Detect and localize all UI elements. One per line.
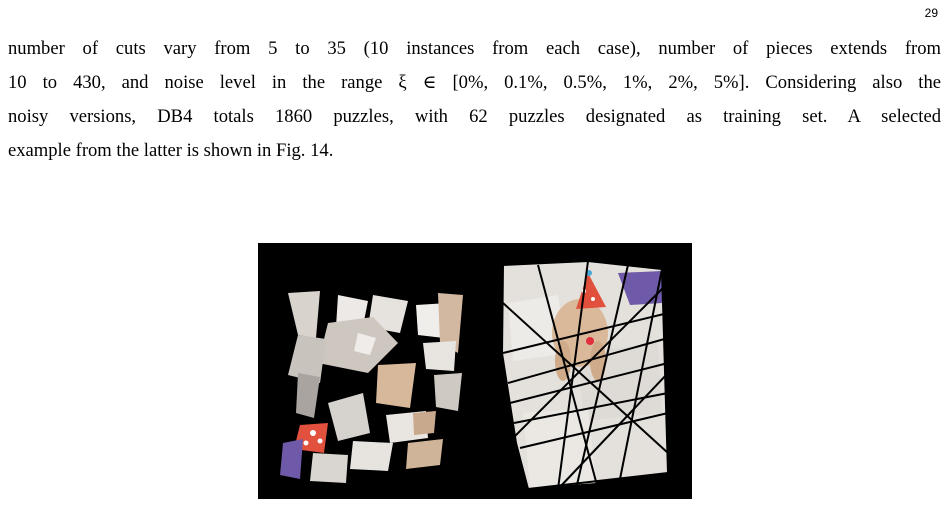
reconstructed-image bbox=[502, 261, 668, 489]
puzzle-figure bbox=[258, 243, 692, 499]
page-number: 29 bbox=[924, 6, 938, 20]
paragraph-line-3: noisy versions, DB4 totals 1860 puzzles, with 62 puzzles designated as training set. A selected bbox=[8, 106, 941, 127]
paragraph-line-4: example from the latter is shown in Fig. 14. bbox=[8, 140, 334, 161]
puzzle-figure-image bbox=[258, 243, 692, 499]
paragraph-line-1: number of cuts vary from 5 to 35 (10 instances from each case), number of pieces extends from bbox=[8, 38, 941, 59]
paragraph-line-2: 10 to 430, and noise level in the range ξ ∈ [0%, 0.1%, 0.5%, 1%, 2%, 5%]. Considering also the bbox=[8, 72, 941, 93]
body-paragraph bbox=[8, 32, 941, 168]
